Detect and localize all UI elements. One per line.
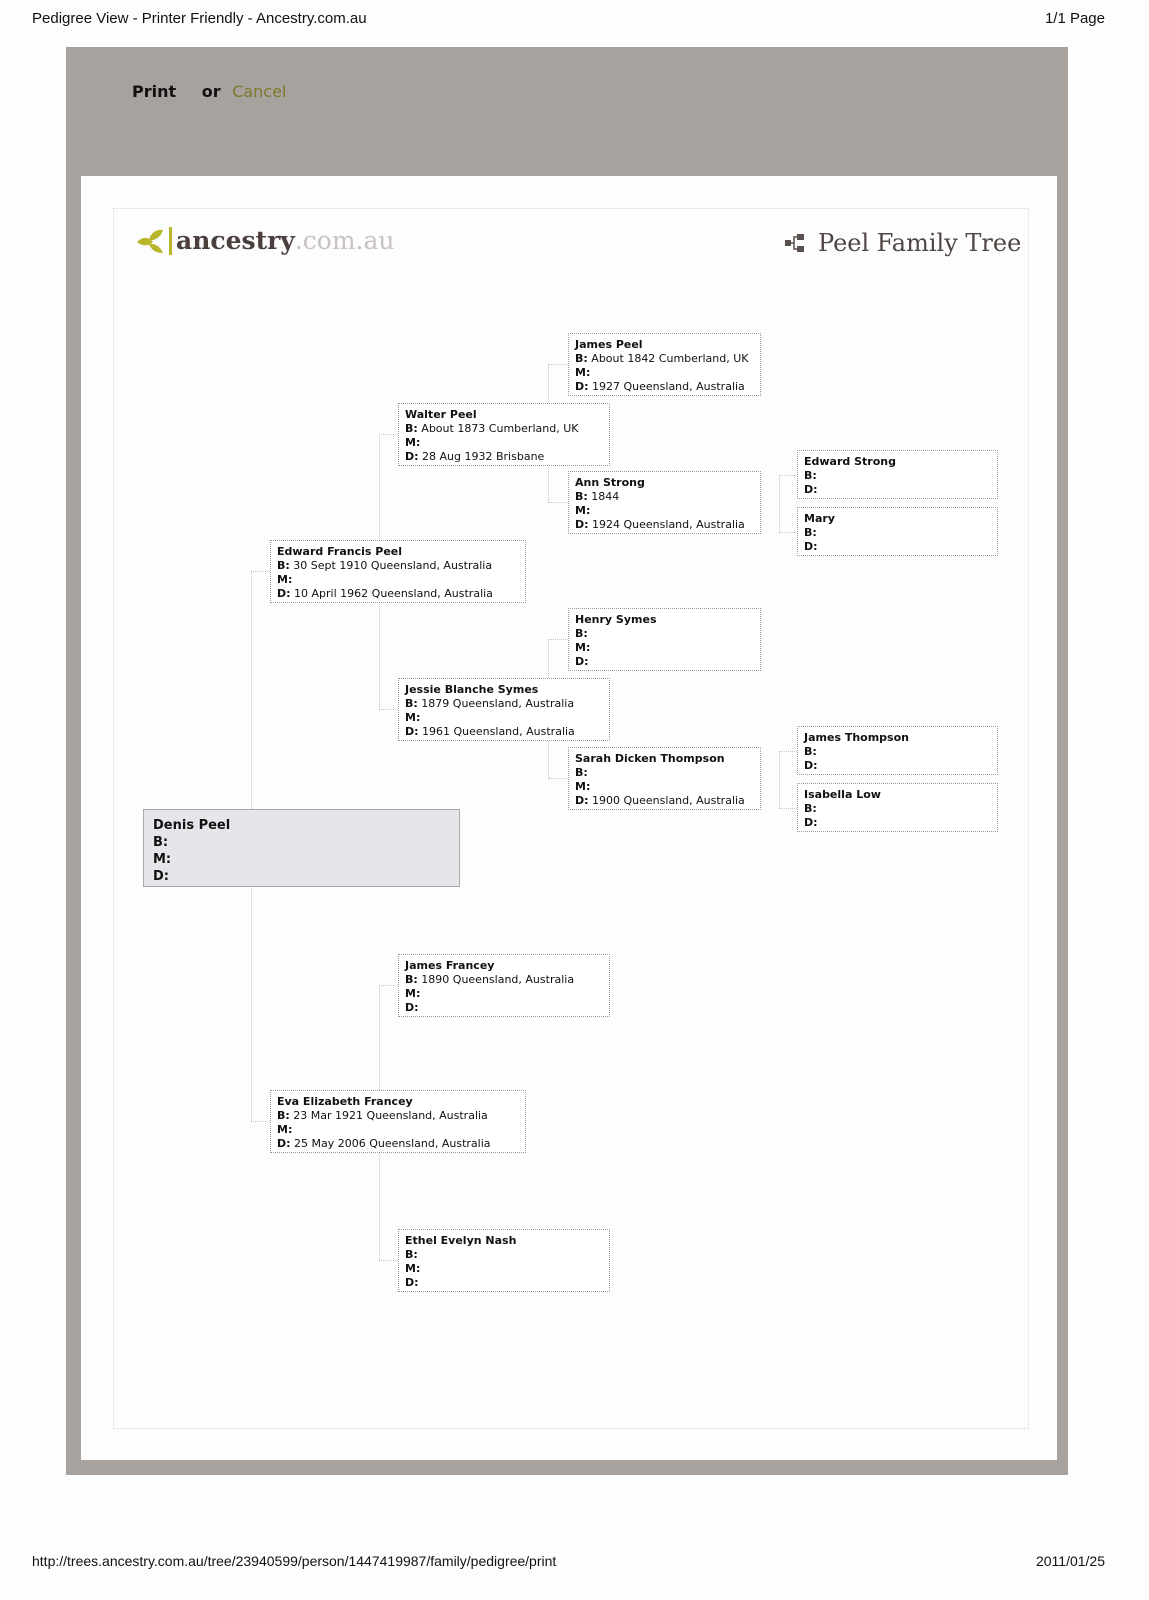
person-m-row bbox=[575, 780, 754, 794]
person-m-row bbox=[405, 436, 603, 450]
label-m: M: bbox=[405, 1262, 421, 1275]
label-d: D: bbox=[804, 759, 818, 772]
person-b-row bbox=[405, 422, 603, 436]
person-m-row bbox=[575, 504, 754, 518]
label-b: B: bbox=[575, 490, 588, 503]
person-b-value: 1879 Queensland, Australia bbox=[421, 697, 575, 710]
person-b-row bbox=[405, 973, 603, 987]
person-m-row bbox=[405, 1262, 603, 1276]
person-b-row bbox=[277, 1109, 519, 1123]
or-label: or bbox=[201, 82, 221, 101]
person-d-row bbox=[804, 483, 991, 497]
person-b-row bbox=[804, 469, 991, 483]
label-b: B: bbox=[277, 559, 290, 572]
connector-line bbox=[548, 364, 568, 365]
tree-title-text: Peel Family Tree bbox=[818, 229, 1022, 257]
label-d: D: bbox=[804, 483, 818, 496]
connector-line bbox=[379, 434, 398, 435]
connector-line bbox=[379, 1260, 398, 1261]
label-b: B: bbox=[405, 697, 418, 710]
label-b: B: bbox=[405, 1248, 418, 1261]
person-d-value: 28 Aug 1932 Brisbane bbox=[422, 450, 545, 463]
connector-line bbox=[251, 571, 270, 572]
person-d-row bbox=[405, 725, 603, 739]
person-d-row bbox=[153, 868, 450, 885]
person-name: Jessie Blanche Symes bbox=[405, 683, 539, 696]
person-d-value: 25 May 2006 Queensland, Australia bbox=[294, 1137, 491, 1150]
label-m: M: bbox=[575, 780, 591, 793]
person-b-row bbox=[405, 697, 603, 711]
label-d: D: bbox=[277, 587, 291, 600]
connector-line bbox=[779, 751, 780, 808]
label-b: B: bbox=[575, 627, 588, 640]
tree-title bbox=[784, 229, 1021, 257]
person-card[interactable] bbox=[797, 507, 998, 556]
person-d-row bbox=[405, 1001, 603, 1015]
label-m: M: bbox=[405, 987, 421, 1000]
person-b-value: 1844 bbox=[591, 490, 620, 503]
browser-page-title: Pedigree View - Printer Friendly - Ancestry.com.au bbox=[32, 10, 367, 27]
connector-line bbox=[779, 532, 797, 533]
person-name: Ann Strong bbox=[575, 476, 645, 489]
person-name: Mary bbox=[804, 512, 835, 525]
label-m: M: bbox=[575, 504, 591, 517]
label-d: D: bbox=[575, 518, 589, 531]
person-name: Ethel Evelyn Nash bbox=[405, 1234, 517, 1247]
label-m: M: bbox=[405, 711, 421, 724]
person-name: Sarah Dicken Thompson bbox=[575, 752, 725, 765]
connector-line bbox=[379, 709, 398, 710]
person-b-value: About 1842 Cumberland, UK bbox=[591, 352, 749, 365]
connector-line bbox=[251, 1121, 270, 1122]
person-name: Henry Symes bbox=[575, 613, 657, 626]
person-d-value: 1900 Queensland, Australia bbox=[592, 794, 745, 807]
person-m-row bbox=[405, 711, 603, 725]
label-d: D: bbox=[153, 869, 169, 884]
person-b-row bbox=[575, 766, 754, 780]
connector-line bbox=[779, 475, 797, 476]
person-d-row bbox=[277, 1137, 519, 1151]
person-b-value: 1890 Queensland, Australia bbox=[421, 973, 575, 986]
label-b: B: bbox=[804, 469, 817, 482]
leaf-icon bbox=[135, 228, 167, 254]
person-name: Walter Peel bbox=[405, 408, 477, 421]
label-d: D: bbox=[804, 540, 818, 553]
label-d: D: bbox=[405, 725, 419, 738]
label-b: B: bbox=[153, 835, 169, 850]
person-card[interactable] bbox=[797, 450, 998, 499]
label-d: D: bbox=[575, 794, 589, 807]
label-m: M: bbox=[277, 573, 293, 586]
connector-line bbox=[779, 808, 797, 809]
label-d: D: bbox=[575, 380, 589, 393]
label-m: M: bbox=[153, 852, 172, 867]
person-d-row bbox=[405, 450, 603, 464]
person-name: Edward Francis Peel bbox=[277, 545, 403, 558]
print-date: 2011/01/25 bbox=[1035, 1553, 1105, 1569]
label-b: B: bbox=[804, 802, 817, 815]
person-m-row bbox=[575, 366, 754, 380]
person-b-value: 30 Sept 1910 Queensland, Australia bbox=[293, 559, 493, 572]
person-d-row bbox=[804, 816, 991, 830]
connector-line bbox=[779, 475, 780, 532]
person-card[interactable] bbox=[568, 608, 761, 671]
person-m-row bbox=[405, 987, 603, 1001]
person-card[interactable] bbox=[797, 726, 998, 775]
person-d-row bbox=[804, 540, 991, 554]
print-button[interactable]: Print bbox=[132, 82, 177, 101]
label-d: D: bbox=[804, 816, 818, 829]
person-b-row bbox=[153, 834, 450, 851]
label-d: D: bbox=[405, 1001, 419, 1014]
label-b: B: bbox=[804, 745, 817, 758]
ancestry-logo[interactable] bbox=[135, 226, 395, 255]
person-d-row bbox=[575, 518, 754, 532]
person-card[interactable] bbox=[270, 1090, 526, 1153]
person-b-value: About 1873 Cumberland, UK bbox=[421, 422, 579, 435]
person-card[interactable] bbox=[143, 809, 460, 887]
person-b-row bbox=[575, 352, 754, 366]
person-b-row bbox=[405, 1248, 603, 1262]
person-d-value: 10 April 1962 Queensland, Australia bbox=[294, 587, 493, 600]
label-m: M: bbox=[277, 1123, 293, 1136]
person-b-row bbox=[804, 526, 991, 540]
pedigree-tree-icon bbox=[784, 232, 806, 254]
person-name: Denis Peel bbox=[153, 818, 231, 833]
person-name: James Francey bbox=[405, 959, 495, 972]
person-b-row bbox=[575, 627, 754, 641]
connector-line bbox=[379, 985, 398, 986]
label-b: B: bbox=[575, 352, 588, 365]
label-b: B: bbox=[575, 766, 588, 779]
person-d-value: 1927 Queensland, Australia bbox=[592, 380, 745, 393]
person-m-row bbox=[277, 573, 519, 587]
label-d: D: bbox=[277, 1137, 291, 1150]
person-b-row bbox=[804, 802, 991, 816]
person-b-row bbox=[804, 745, 991, 759]
person-m-row bbox=[153, 851, 450, 868]
person-d-row bbox=[575, 655, 754, 669]
person-name: Isabella Low bbox=[804, 788, 881, 801]
person-m-row bbox=[277, 1123, 519, 1137]
person-card[interactable] bbox=[568, 333, 761, 396]
person-card[interactable] bbox=[398, 403, 610, 466]
label-m: M: bbox=[575, 641, 591, 654]
connector-line bbox=[548, 778, 568, 779]
logo-domain: .com.au bbox=[294, 226, 395, 255]
person-card[interactable] bbox=[270, 540, 526, 603]
person-card[interactable] bbox=[568, 471, 761, 534]
page-url: http://trees.ancestry.com.au/tree/23940599/person/1447419987/family/pedigree/print bbox=[32, 1553, 557, 1569]
person-card[interactable] bbox=[568, 747, 761, 810]
label-b: B: bbox=[405, 422, 418, 435]
label-d: D: bbox=[575, 655, 589, 668]
print-toolbar bbox=[132, 82, 286, 101]
person-card[interactable] bbox=[398, 678, 610, 741]
person-card[interactable] bbox=[398, 954, 610, 1017]
person-d-row bbox=[575, 794, 754, 808]
page-count: 1/1 Page bbox=[1044, 10, 1105, 27]
person-m-row bbox=[575, 641, 754, 655]
label-b: B: bbox=[277, 1109, 290, 1122]
person-b-row bbox=[277, 559, 519, 573]
person-d-row bbox=[575, 380, 754, 394]
person-name: James Thompson bbox=[804, 731, 909, 744]
connector-line bbox=[779, 751, 797, 752]
label-d: D: bbox=[405, 1276, 419, 1289]
person-name: Eva Elizabeth Francey bbox=[277, 1095, 413, 1108]
cancel-link[interactable]: Cancel bbox=[232, 82, 287, 101]
connector-line bbox=[548, 639, 568, 640]
connector-line bbox=[548, 502, 568, 503]
logo-brand: ancestry bbox=[176, 226, 295, 255]
label-b: B: bbox=[405, 973, 418, 986]
person-b-row bbox=[575, 490, 754, 504]
person-d-value: 1924 Queensland, Australia bbox=[592, 518, 745, 531]
person-card[interactable] bbox=[398, 1229, 610, 1292]
person-d-row bbox=[277, 587, 519, 601]
person-name: James Peel bbox=[575, 338, 643, 351]
person-name: Edward Strong bbox=[804, 455, 896, 468]
label-d: D: bbox=[405, 450, 419, 463]
label-m: M: bbox=[575, 366, 591, 379]
person-b-value: 23 Mar 1921 Queensland, Australia bbox=[293, 1109, 488, 1122]
person-d-row bbox=[405, 1276, 603, 1290]
person-d-value: 1961 Queensland, Australia bbox=[422, 725, 575, 738]
person-card[interactable] bbox=[797, 783, 998, 832]
label-b: B: bbox=[804, 526, 817, 539]
label-m: M: bbox=[405, 436, 421, 449]
person-d-row bbox=[804, 759, 991, 773]
